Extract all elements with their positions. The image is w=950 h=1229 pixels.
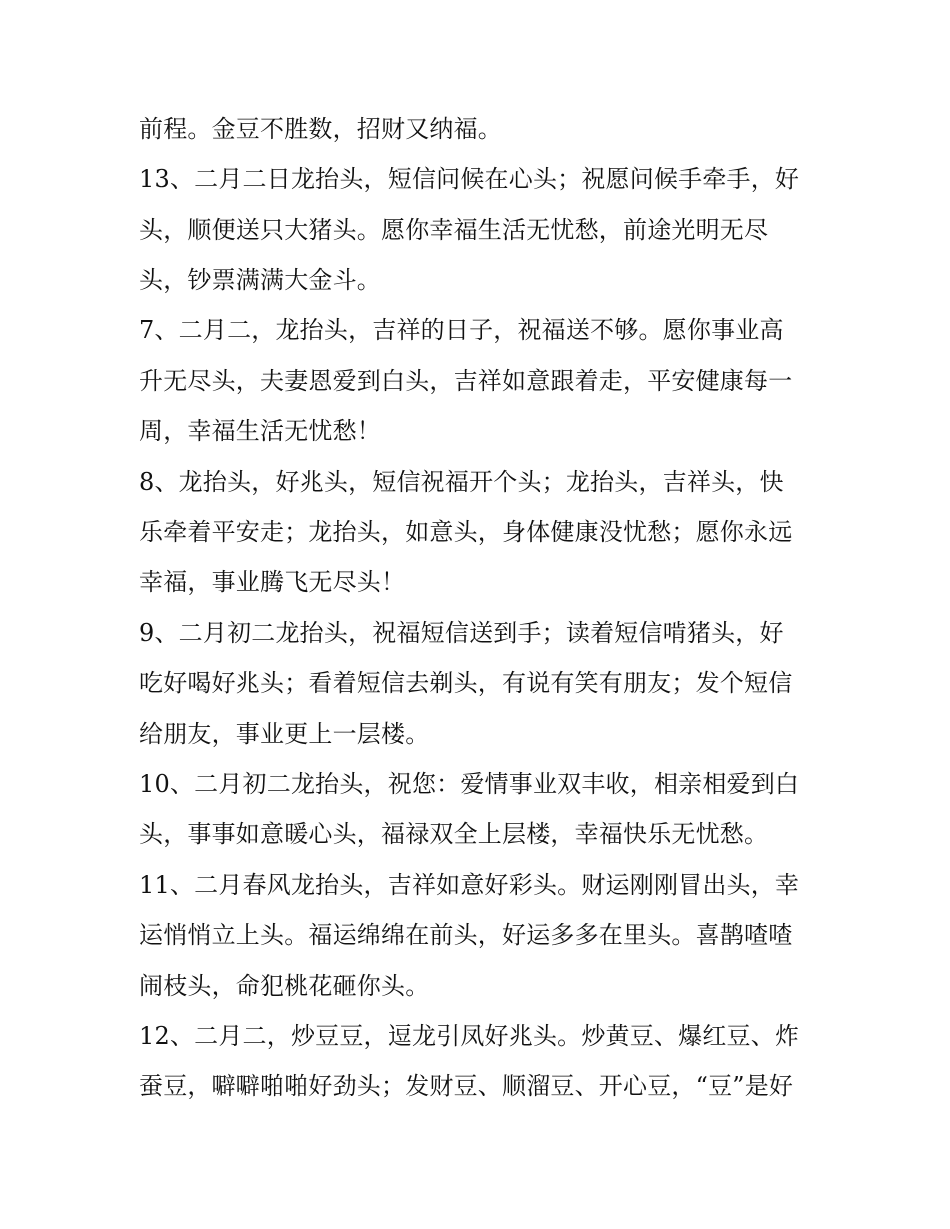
text-line: 运悄悄立上头。福运绵绵在前头，好运多多在里头。喜鹊喳喳 [139, 921, 793, 949]
text-line: 升无尽头，夫妻恩爱到白头，吉祥如意跟着走，平安健康每一 [139, 367, 793, 395]
text-line: 吃好喝好兆头；看着短信去剃头，有说有笑有朋友；发个短信 [139, 669, 793, 697]
text-line: 12、二月二，炒豆豆，逗龙引凤好兆头。炒黄豆、爆红豆、炸 [139, 1022, 800, 1050]
text-line: 蚕豆，噼噼啪啪好劲头；发财豆、顺溜豆、开心豆，“豆”是好 [139, 1072, 794, 1100]
text-line: 13、二月二日龙抬头，短信问候在心头；祝愿问候手牵手，好 [139, 165, 800, 193]
text-line: 前程。金豆不胜数，招财又纳福。 [139, 115, 502, 143]
text-line: 闹枝头，命犯桃花砸你头。 [139, 972, 430, 1000]
text-line: 头，钞票满满大金斗。 [139, 266, 381, 294]
text-line: 8、龙抬头，好兆头，短信祝福开个头；龙抬头，吉祥头，快 [139, 468, 784, 496]
text-line: 头，顺便送只大猪头。愿你幸福生活无忧愁，前途光明无尽 [139, 216, 769, 244]
text-line: 头，事事如意暖心头，福禄双全上层楼，幸福快乐无忧愁。 [139, 820, 769, 848]
text-line: 给朋友，事业更上一层楼。 [139, 720, 430, 748]
text-line: 乐牵着平安走；龙抬头，如意头，身体健康没忧愁；愿你永远 [139, 518, 793, 546]
text-line: 7、二月二，龙抬头，吉祥的日子，祝福送不够。愿你事业高 [139, 316, 784, 344]
text-line: 9、二月初二龙抬头，祝福短信送到手；读着短信啃猪头，好 [139, 619, 784, 647]
text-line: 周，幸福生活无忧愁！ [139, 417, 381, 445]
text-line: 幸福，事业腾飞无尽头！ [139, 568, 406, 596]
text-line: 10、二月初二龙抬头，祝您：爱情事业双丰收，相亲相爱到白 [139, 770, 800, 798]
text-line: 11、二月春风龙抬头，吉祥如意好彩头。财运刚刚冒出头，幸 [139, 871, 800, 899]
